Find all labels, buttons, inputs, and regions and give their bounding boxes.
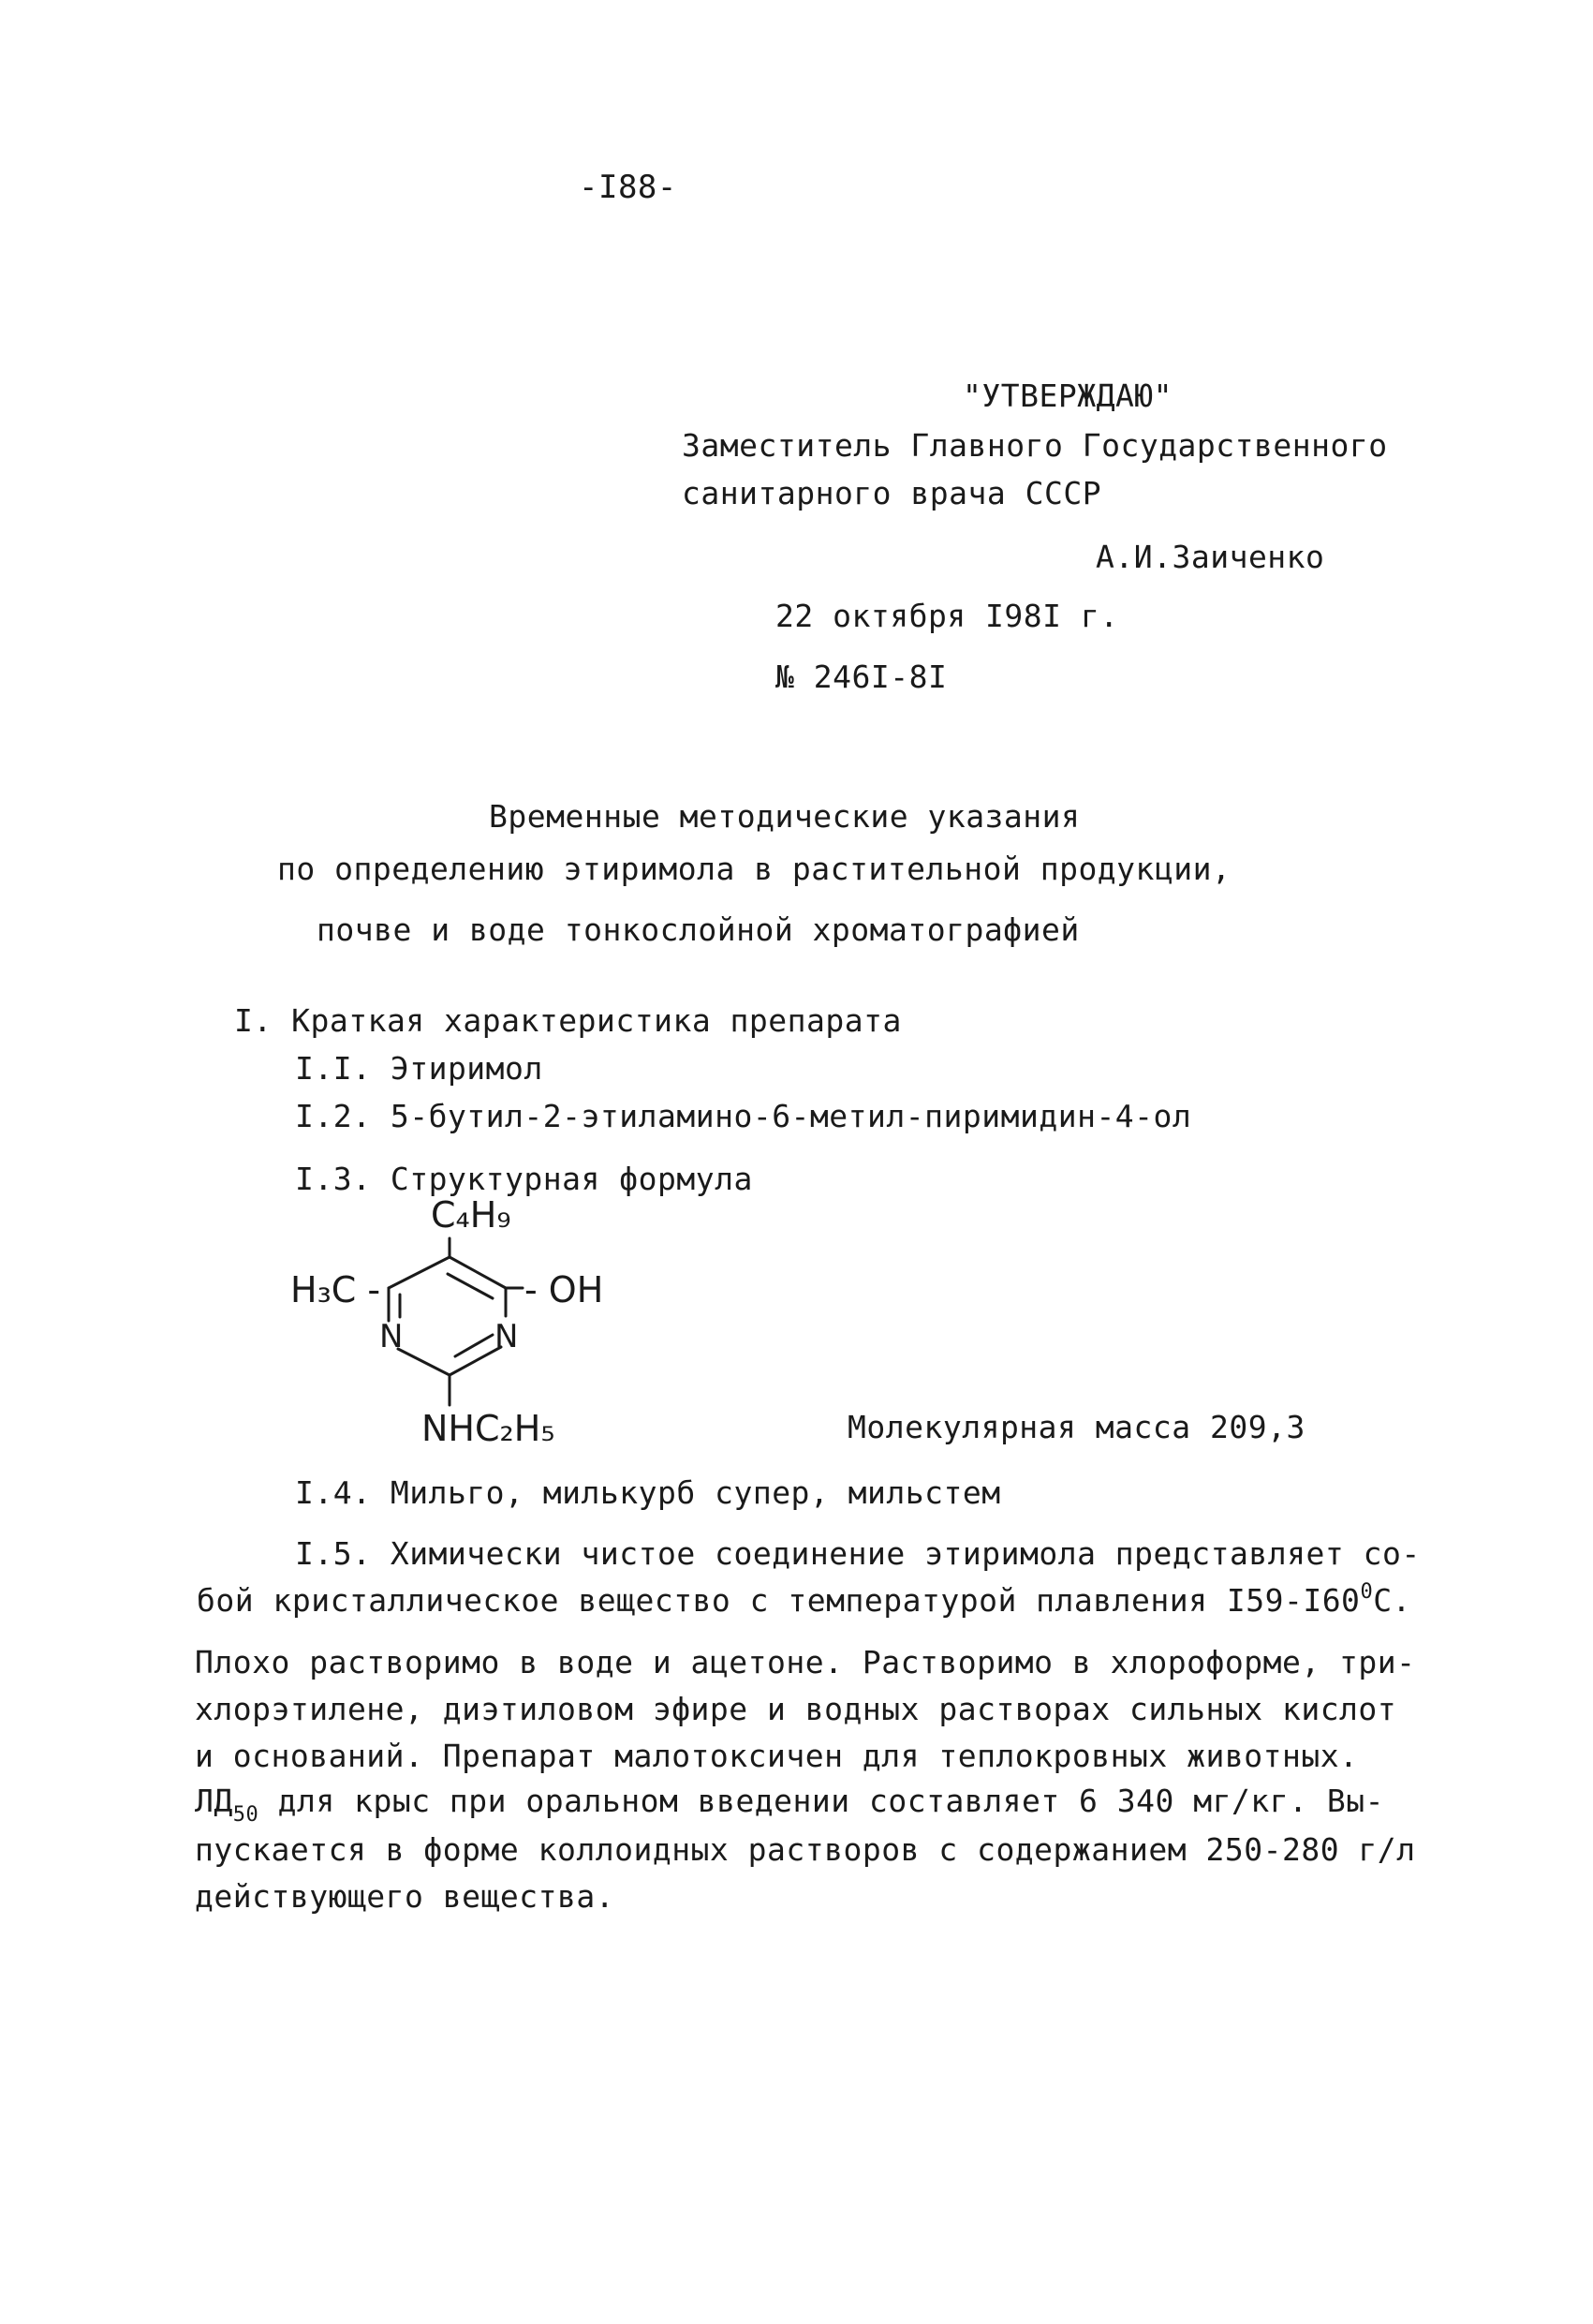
formula-bottom-group: NHC₂H₅ [421,1408,555,1449]
formula-n-right: N [494,1318,519,1355]
formula-n-left: N [379,1318,404,1355]
item-1-2: I.2. 5-бутил-2-этиламино-6-метил-пиримидин-4-ол [295,1098,1192,1134]
formula-right-group: - OH [524,1269,604,1310]
approval-number: № 246I-8I [775,659,948,695]
para-1-5-line6: $ЛД_{50}$ для крыс при оральном введении составляет 6 340 мг/кг. Вы- [195,1783,1384,1827]
para-1-5-line7: пускается в форме коллоидных растворов с содержанием 250-280 г/л [195,1831,1416,1868]
bond-ring-top-left [389,1257,450,1288]
item-1-4: I.4. Мильго, милькурб супер, мильстем [295,1474,1001,1511]
para-1-5-line2: бой кристаллическое вещество с температурой плавления $I59-I60^0С$. [197,1580,1411,1619]
para-1-5-line4: хлорэтилене, диэтиловом эфире и водных растворах сильных кислот [195,1691,1397,1727]
formula-left-group: H₃C - [290,1269,381,1310]
approval-position-line1: Заместитель Главного Государственного [682,427,1388,464]
page-number: -I88- [579,169,677,206]
bond-ring-bottom-right [450,1347,501,1375]
para-1-5-line3: Плохо растворимо в воде и ацетоне. Растворимо в хлороформе, три- [195,1644,1416,1680]
bond-ring-top-right [450,1257,506,1288]
approval-name: А.И.Заиченко [1096,539,1325,575]
para-1-5-line1: I.5. Химически чистое соединение этиримола представляет со- [295,1535,1421,1572]
approval-date: 22 октября I98I г. [775,598,1119,634]
item-1-3: I.3. Структурная формула [295,1161,753,1197]
molecular-mass: Молекулярная масса 209,3 [848,1409,1305,1445]
para-1-5-line8: действующего вещества. [195,1878,615,1915]
para-1-5-line5: и оснований. Препарат малотоксичен для теплокровных животных. [195,1738,1359,1774]
structural-formula [281,1190,656,1461]
formula-top-group: C₄H₉ [431,1194,511,1236]
title-line3: почве и воде тонкослойной хроматографией [317,911,1080,948]
title-line2: по определению этиримола в растительной продукции, [277,851,1232,887]
bond-ring-bottom-left [398,1349,450,1375]
section1-heading: I. Краткая характеристика препарата [234,1002,902,1039]
title-line1: Временные методические указания [489,798,1081,835]
approval-stamp: "УТВЕРЖДАЮ" [963,377,1173,414]
item-1-1: I.I. Этиримол [295,1050,543,1087]
approval-position-line2: санитарного врача СССР [682,475,1102,511]
